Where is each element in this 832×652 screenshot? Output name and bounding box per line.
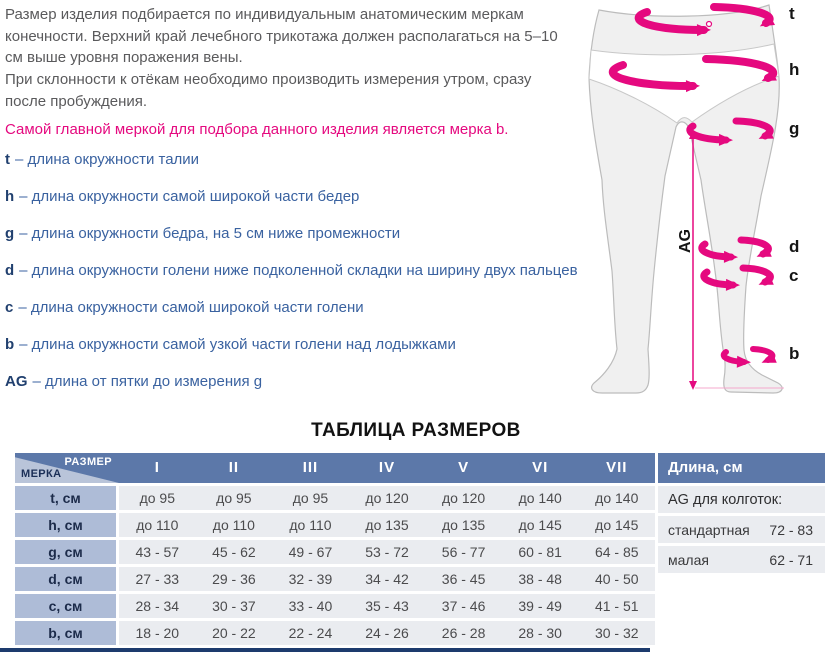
row-label: t, см	[15, 486, 116, 510]
definition-text: – длина окружности самой узкой части голени над лодыжками	[19, 336, 456, 353]
intro-paragraph-1: Размер изделия подбирается по индивидуальным анатомическим меркам конечности. Верхний край лечебного трикотажа должен располагаться на 5–10 см выше уровня поражения вены.	[5, 6, 558, 66]
row-values	[119, 567, 655, 591]
definition-term: d	[5, 262, 15, 279]
definition-text: – длина окружности голени ниже подколенной складки на ширину двух пальцев	[19, 262, 578, 279]
size-cell: 37 - 46	[441, 598, 486, 614]
definition-text: – длина окружности самой широкой части бедер	[19, 188, 360, 205]
size-cell: до 145	[518, 517, 562, 533]
row-label: h, см	[15, 513, 116, 537]
definition-item-h	[5, 188, 625, 205]
row-label: d, см	[15, 567, 116, 591]
length-panel-row-standard	[658, 516, 825, 543]
table-row-c	[15, 594, 655, 618]
size-cell: 30 - 37	[212, 598, 256, 614]
definition-term: AG	[5, 373, 28, 390]
figure-label-c: c	[789, 266, 799, 285]
size-cell: 36 - 45	[441, 571, 486, 587]
figure-label-d: d	[789, 237, 800, 256]
row-label: c, см	[15, 594, 116, 618]
size-cell: до 120	[442, 490, 486, 506]
definition-term: g	[5, 225, 15, 242]
definition-term: h	[5, 188, 15, 205]
definition-text: – длина окружности талии	[15, 151, 200, 168]
definition-item-g	[5, 225, 625, 242]
length-value: 72 - 83	[769, 521, 813, 538]
size-cell: 22 - 24	[288, 625, 333, 641]
size-table-title: ТАБЛИЦА РАЗМЕРОВ	[311, 420, 521, 441]
size-cell: 43 - 57	[135, 544, 180, 560]
column-header: IV	[378, 459, 396, 476]
size-cell: до 140	[595, 490, 639, 506]
column-header: III	[302, 459, 319, 476]
size-cell: 38 - 48	[518, 571, 562, 587]
size-cell: до 110	[212, 517, 255, 533]
size-cell: 30 - 32	[594, 625, 639, 641]
figure-label-ag: AG	[677, 229, 694, 253]
size-cell: до 110	[136, 517, 179, 533]
ag-measure-line	[689, 130, 697, 390]
column-headers	[119, 453, 655, 483]
size-cell: 40 - 50	[594, 571, 639, 587]
size-cell: 49 - 67	[288, 544, 333, 560]
size-cell: 34 - 42	[365, 571, 409, 587]
column-header: VII	[606, 459, 628, 476]
definition-text: – длина окружности бедра, на 5 см ниже промежности	[19, 225, 401, 242]
size-cell: до 95	[216, 490, 252, 506]
row-values	[119, 621, 655, 645]
column-header: II	[228, 459, 240, 476]
figure-label-h: h	[789, 60, 800, 79]
column-header: V	[458, 459, 470, 476]
size-cell: 32 - 39	[288, 571, 333, 587]
size-cell: до 120	[365, 490, 409, 506]
length-value: 62 - 71	[769, 551, 813, 568]
intro-highlight: Самой главной меркой для подбора данного изделия является мерка b.	[5, 121, 509, 138]
row-values	[119, 540, 655, 564]
size-cell: 24 - 26	[365, 625, 409, 641]
size-cell: до 135	[365, 517, 409, 533]
length-panel-subheader: AG для колготок:	[658, 486, 825, 513]
length-panel-row-small	[658, 546, 825, 573]
row-label: b, см	[15, 621, 116, 645]
size-cell: 41 - 51	[594, 598, 639, 614]
row-label: g, см	[15, 540, 116, 564]
size-cell: 20 - 22	[212, 625, 256, 641]
definition-term: b	[5, 336, 15, 353]
row-values	[119, 513, 655, 537]
size-cell: до 95	[139, 490, 175, 506]
definition-text: – длина окружности самой широкой части голени	[18, 299, 364, 316]
column-header: VI	[532, 459, 549, 476]
row-values	[119, 594, 655, 618]
table-row-h	[15, 513, 655, 537]
size-cell: до 110	[289, 517, 332, 533]
size-cell: 39 - 49	[518, 598, 562, 614]
corner-label-size: РАЗМЕР	[64, 456, 112, 468]
length-panel-header: Длина, см	[658, 453, 825, 483]
table-row-b	[15, 621, 655, 645]
row-values	[119, 486, 655, 510]
size-cell: 27 - 33	[135, 571, 180, 587]
size-cell: 56 - 77	[441, 544, 486, 560]
definition-item-t	[5, 151, 625, 168]
size-cell: 29 - 36	[212, 571, 256, 587]
size-cell: 64 - 85	[594, 544, 639, 560]
intro-paragraph-2: При склонности к отёкам необходимо производить измерения утром, сразу после пробуждения.	[5, 71, 532, 110]
table-row-g	[15, 540, 655, 564]
definition-text: – длина от пятки до измерения g	[32, 373, 263, 390]
bottom-divider-bar	[0, 648, 650, 652]
size-cell: до 140	[518, 490, 562, 506]
definition-item-b	[5, 336, 625, 353]
size-table-corner-cell	[15, 453, 119, 483]
table-row-t	[15, 486, 655, 510]
navel-dot	[707, 22, 712, 27]
size-cell: 18 - 20	[135, 625, 180, 641]
size-cell: 53 - 72	[365, 544, 409, 560]
size-cell: до 135	[442, 517, 486, 533]
definition-item-c	[5, 299, 625, 316]
definition-item-ag	[5, 373, 625, 390]
corner-label-measure: МЕРКА	[21, 468, 62, 480]
column-header: I	[154, 459, 160, 476]
size-cell: до 145	[595, 517, 639, 533]
definition-item-d	[5, 262, 625, 279]
definition-term: c	[5, 299, 14, 316]
length-label: малая	[668, 551, 709, 568]
size-cell: 45 - 62	[212, 544, 256, 560]
size-cell: 28 - 34	[135, 598, 180, 614]
size-cell: 28 - 30	[518, 625, 562, 641]
figure-label-b: b	[789, 344, 800, 363]
definition-term: t	[5, 151, 10, 168]
size-cell: 26 - 28	[441, 625, 486, 641]
size-cell: 35 - 43	[365, 598, 409, 614]
figure-label-t: t	[789, 4, 795, 23]
size-cell: 33 - 40	[288, 598, 333, 614]
size-cell: 60 - 81	[518, 544, 562, 560]
length-panel	[658, 453, 825, 573]
size-table	[15, 453, 655, 645]
size-cell: до 95	[292, 490, 329, 506]
size-table-header-row	[15, 453, 655, 483]
length-label: стандартная	[668, 521, 750, 538]
figure-label-g: g	[789, 119, 800, 138]
table-row-d	[15, 567, 655, 591]
